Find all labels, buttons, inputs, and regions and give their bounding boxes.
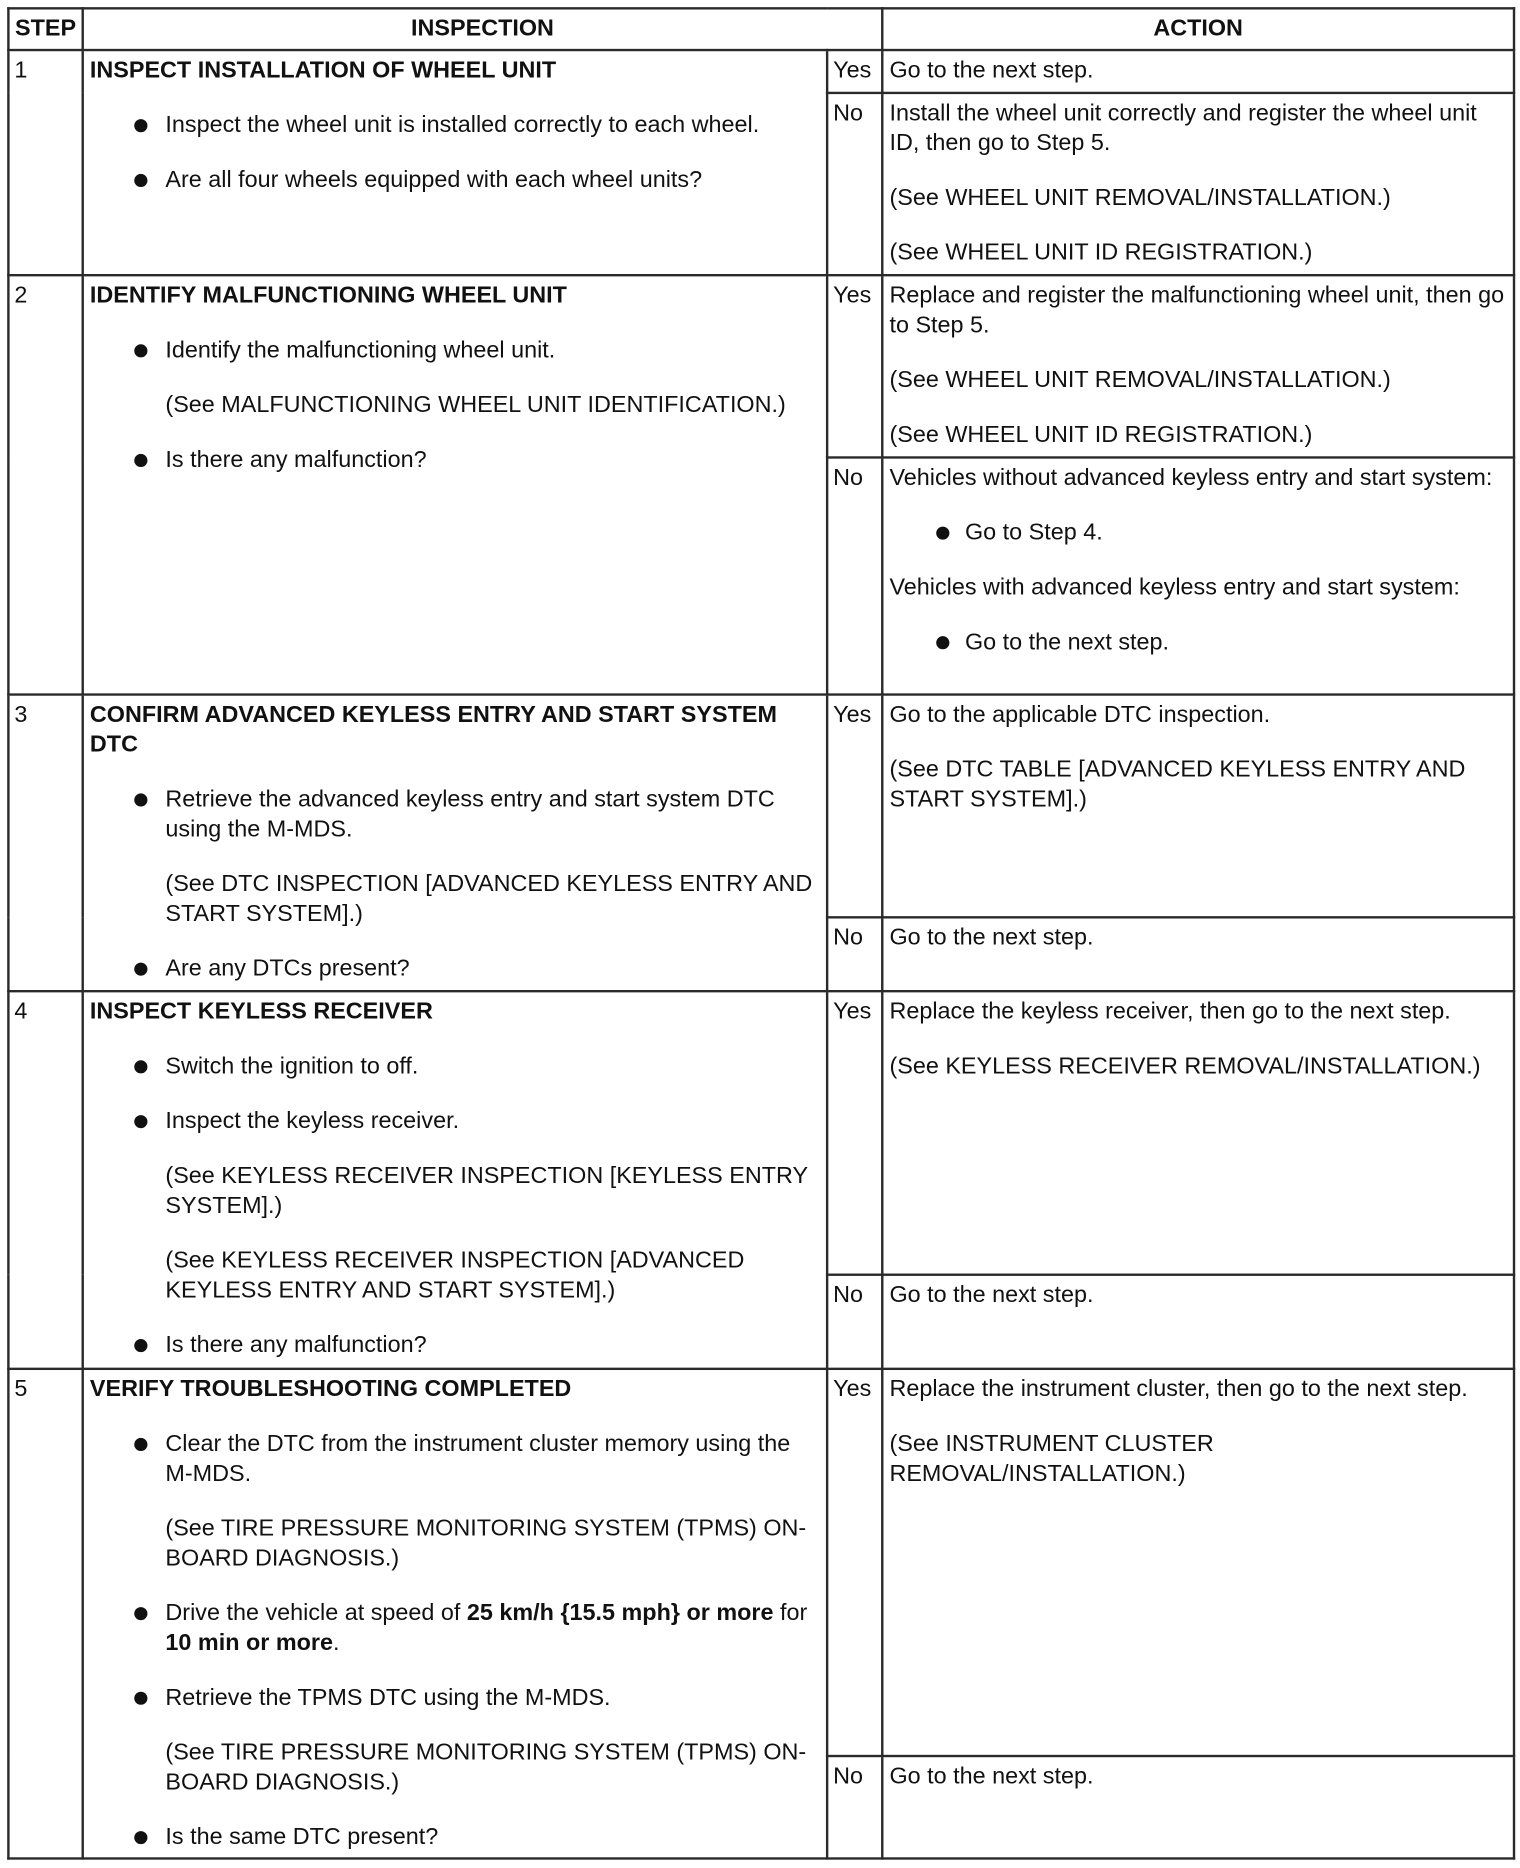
no-label: No	[827, 1275, 882, 1369]
step-header: STEP	[8, 8, 82, 50]
bullet-item: Are all four wheels equipped with each wheel units?	[90, 166, 820, 196]
bullet-icon	[134, 1438, 147, 1451]
bullet-icon	[134, 963, 147, 976]
step-title: IDENTIFY MALFUNCTIONING WHEEL UNIT	[89, 282, 567, 309]
bullet-icon	[134, 119, 147, 132]
yes-label: Yes	[827, 991, 882, 1275]
step-title: INSPECT KEYLESS RECEIVER	[89, 998, 433, 1025]
step-2-yes-action: Replace and register the malfunctioning wheel unit, then go to Step 5. (See WHEEL UNIT REMOVAL/INSTALLATION.) (See WHEEL UNIT ID REGISTRATION.)	[882, 275, 1514, 457]
bullet-item: Are any DTCs present?	[90, 954, 820, 984]
bullet-icon	[134, 793, 147, 806]
troubleshooting-table	[7, 7, 1515, 1860]
bullet-item: Identify the malfunctioning wheel unit.	[90, 336, 820, 366]
step-3-inspection	[83, 695, 827, 992]
step-5-no-action: Go to the next step.	[882, 1756, 1514, 1858]
reference-text: (See MALFUNCTIONING WHEEL UNIT IDENTIFICATION.)	[165, 391, 786, 419]
step-2-inspection	[83, 275, 827, 694]
bullet-icon	[134, 344, 147, 357]
bullet-icon	[134, 1831, 147, 1844]
step-2-row-yes	[8, 275, 1514, 457]
no-label: No	[827, 457, 882, 694]
step-4-yes-action: Replace the keyless receiver, then go to the next step. (See KEYLESS RECEIVER REMOVAL/INSTALLATION.)	[882, 991, 1514, 1275]
step-1-row-yes	[8, 50, 1514, 93]
step-number: 2	[8, 275, 82, 694]
step-3-no-action: Go to the next step.	[882, 917, 1514, 991]
yes-label: Yes	[827, 275, 882, 457]
bullet-icon	[936, 636, 949, 649]
step-1-yes-action: Go to the next step.	[882, 50, 1514, 93]
bullet-item: Retrieve the advanced keyless entry and start system DTC using the M-MDS.	[90, 785, 820, 845]
step-3-yes-action: Go to the applicable DTC inspection. (See DTC TABLE [ADVANCED KEYLESS ENTRY AND START SYSTEM].)	[882, 695, 1514, 918]
bullet-item: Clear the DTC from the instrument cluster memory using the M-MDS.	[90, 1430, 820, 1490]
reference-text: (See TIRE PRESSURE MONITORING SYSTEM (TPMS) ON-BOARD DIAGNOSIS.)	[165, 1739, 807, 1796]
yes-label: Yes	[827, 50, 882, 93]
step-title: CONFIRM ADVANCED KEYLESS ENTRY AND START SYSTEM DTC	[89, 701, 777, 758]
step-number: 1	[8, 50, 82, 275]
step-4-inspection	[83, 991, 827, 1369]
no-label: No	[827, 93, 882, 275]
bullet-icon	[134, 174, 147, 187]
yes-label: Yes	[827, 1369, 882, 1756]
step-4-no-action: Go to the next step.	[882, 1275, 1514, 1369]
header-row	[8, 8, 1514, 50]
bullet-icon	[134, 1060, 147, 1073]
step-5-inspection	[83, 1369, 827, 1859]
step-5-row-yes	[8, 1369, 1514, 1756]
step-1-inspection	[83, 50, 827, 275]
bullet-item: Is there any malfunction?	[90, 446, 820, 476]
bullet-item: Drive the vehicle at speed of 25 km/h {15.5 mph} or more for 10 min or more.	[90, 1599, 820, 1659]
bullet-item: Go to the next step.	[889, 628, 1506, 658]
bullet-item: Retrieve the TPMS DTC using the M-MDS.	[90, 1683, 820, 1713]
bullet-icon	[134, 1339, 147, 1352]
reference-text: (See TIRE PRESSURE MONITORING SYSTEM (TPMS) ON-BOARD DIAGNOSIS.)	[165, 1515, 807, 1572]
reference-text: (See KEYLESS RECEIVER INSPECTION [KEYLESS ENTRY SYSTEM].)	[165, 1162, 808, 1219]
yes-label: Yes	[827, 695, 882, 918]
no-label: No	[827, 917, 882, 991]
step-number: 3	[8, 695, 82, 992]
bullet-item: Inspect the keyless receiver.	[90, 1107, 820, 1137]
reference-text: (See DTC INSPECTION [ADVANCED KEYLESS ENTRY AND START SYSTEM].)	[165, 870, 813, 927]
bullet-item: Switch the ignition to off.	[90, 1052, 820, 1082]
no-label: No	[827, 1756, 882, 1858]
step-1-no-action: Install the wheel unit correctly and register the wheel unit ID, then go to Step 5. (See WHEEL UNIT REMOVAL/INSTALLATION.) (See WHEEL UNIT ID REGISTRATION.)	[882, 93, 1514, 275]
bullet-icon	[134, 454, 147, 467]
bullet-item: Is there any malfunction?	[90, 1331, 820, 1361]
bullet-icon	[936, 527, 949, 540]
step-title: VERIFY TROUBLESHOOTING COMPLETED	[89, 1375, 572, 1403]
bullet-icon	[134, 1115, 147, 1128]
step-3-row-yes	[8, 695, 1514, 918]
bullet-item: Inspect the wheel unit is installed correctly to each wheel.	[90, 111, 820, 141]
step-number: 5	[8, 1369, 82, 1859]
reference-text: (See KEYLESS RECEIVER INSPECTION [ADVANCED KEYLESS ENTRY AND START SYSTEM].)	[165, 1247, 745, 1304]
inspection-header: INSPECTION	[83, 8, 883, 50]
step-4-row-yes	[8, 991, 1514, 1275]
action-header: ACTION	[882, 8, 1514, 50]
bullet-icon	[134, 1607, 147, 1620]
step-number: 4	[8, 991, 82, 1369]
step-title: INSPECT INSTALLATION OF WHEEL UNIT	[89, 57, 557, 84]
bullet-item: Is the same DTC present?	[90, 1823, 820, 1853]
step-5-yes-action: Replace the instrument cluster, then go to the next step. (See INSTRUMENT CLUSTER REMOVAL/INSTALLATION.)	[882, 1369, 1514, 1756]
bullet-icon	[134, 1692, 147, 1705]
bullet-item: Go to Step 4.	[889, 518, 1506, 548]
step-2-no-action: Vehicles without advanced keyless entry and start system: Go to Step 4. Vehicles with advanced keyless entry and start system: Go to the next step.	[882, 457, 1514, 694]
